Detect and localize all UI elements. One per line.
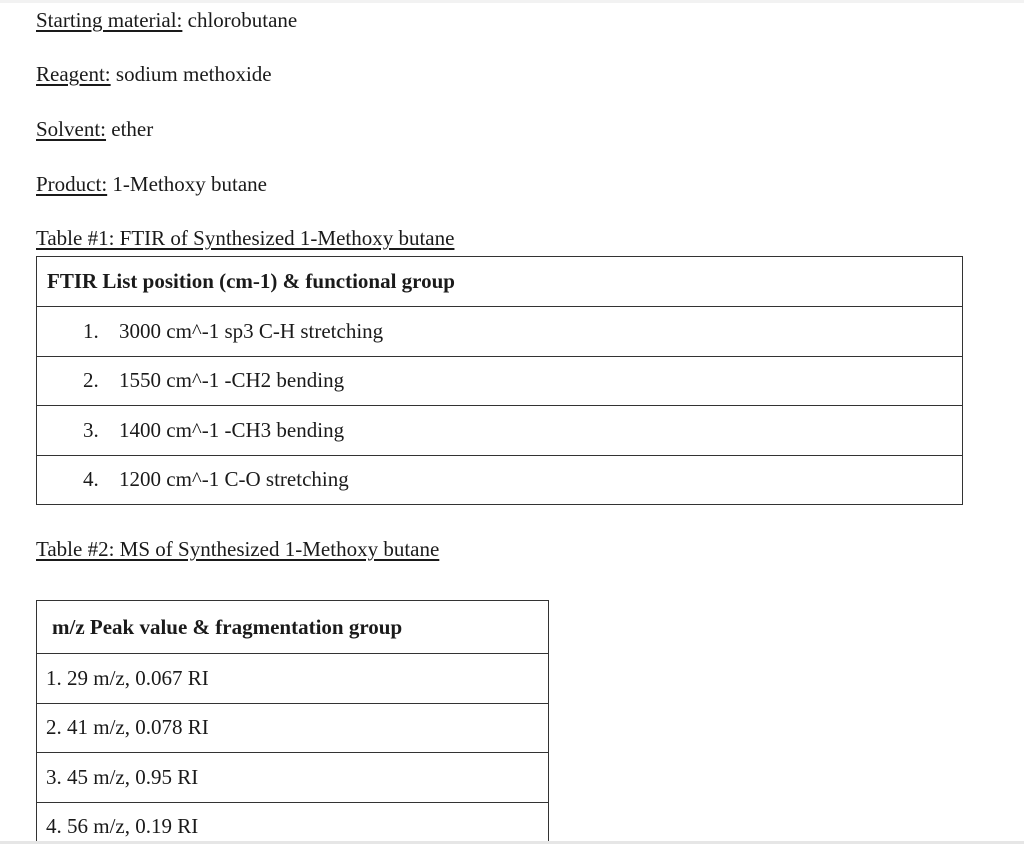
product-label: Product: xyxy=(36,172,108,196)
ms-table-header-row xyxy=(37,601,549,654)
solvent-line xyxy=(36,117,153,141)
ms-row-4: 4. 56 m/z, 0.19 RI xyxy=(37,802,549,844)
ftir-table xyxy=(36,256,963,505)
table-row xyxy=(37,703,549,753)
table-row xyxy=(37,406,963,456)
solvent-value: ether xyxy=(111,117,154,141)
ms-table-header: m/z Peak value & fragmentation group xyxy=(37,601,549,654)
table1-caption: Table #1: FTIR of Synthesized 1-Methoxy butane xyxy=(36,226,455,250)
ftir-row-2: 2. 1550 cm^-1 -CH2 bending xyxy=(37,356,963,406)
ms-row-2: 2. 41 m/z, 0.078 RI xyxy=(37,703,549,753)
table2-caption: Table #2: MS of Synthesized 1-Methoxy butane xyxy=(36,537,440,561)
table-row xyxy=(37,802,549,844)
starting-material-value: chlorobutane xyxy=(187,8,298,32)
table-row xyxy=(37,455,963,505)
ftir-table-header: FTIR List position (cm-1) & functional group xyxy=(37,257,963,307)
reagent-value: sodium methoxide xyxy=(115,62,272,86)
table-row xyxy=(37,307,963,357)
table-row xyxy=(37,356,963,406)
ms-row-1: 1. 29 m/z, 0.067 RI xyxy=(37,654,549,704)
ftir-table-header-row xyxy=(37,257,963,307)
table-row xyxy=(37,654,549,704)
ftir-row-1: 1. 3000 cm^-1 sp3 C-H stretching xyxy=(37,307,963,357)
ftir-row-4: 4. 1200 cm^-1 C-O stretching xyxy=(37,455,963,505)
product-line xyxy=(36,172,267,196)
page-top-edge xyxy=(0,0,1024,3)
ms-row-3: 3. 45 m/z, 0.95 RI xyxy=(37,753,549,803)
ms-table xyxy=(36,600,549,844)
starting-material-line xyxy=(36,8,297,32)
reagent-label: Reagent: xyxy=(36,62,111,86)
solvent-label: Solvent: xyxy=(36,117,107,141)
table-row xyxy=(37,753,549,803)
product-value: 1-Methoxy butane xyxy=(112,172,267,196)
ftir-row-3: 3. 1400 cm^-1 -CH3 bending xyxy=(37,406,963,456)
starting-material-label: Starting material: xyxy=(36,8,183,32)
reagent-line xyxy=(36,62,272,86)
